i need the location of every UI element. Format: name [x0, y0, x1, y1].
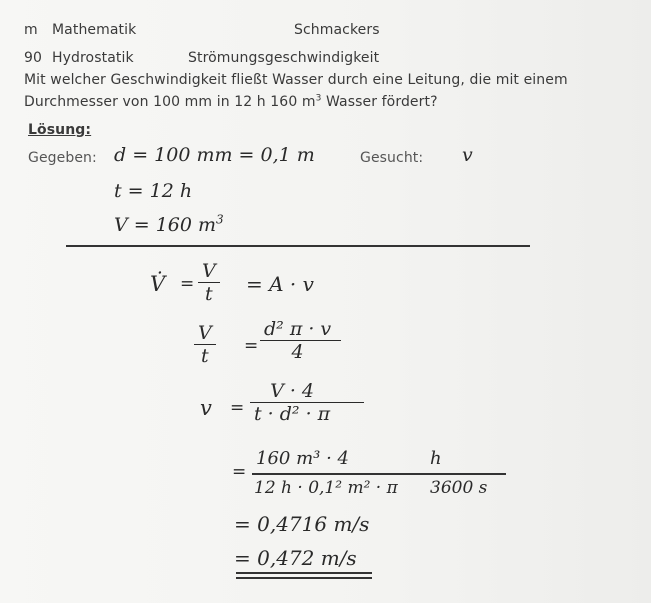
- eq2-right-fraction: [260, 318, 335, 363]
- sought-label: Gesucht:: [360, 150, 424, 166]
- given-label: Gegeben:: [28, 150, 97, 166]
- eq4-numerator: 160 m³ · 4: [256, 448, 349, 469]
- eq3-denominator: t · d² · π: [254, 403, 331, 426]
- eq4-fraction-bar: [252, 473, 506, 475]
- given-volume-sup: 3: [216, 212, 224, 227]
- eq4-denominator: 12 h · 0,1² m² · π: [254, 478, 398, 498]
- eq1-lhs: V̇: [150, 272, 166, 296]
- eq4-equals: =: [232, 462, 247, 482]
- eq3-numerator: V · 4: [270, 380, 315, 402]
- topic-code: 90: [24, 50, 43, 66]
- eq4-numerator-unit: h: [430, 448, 442, 469]
- eq1-numerator: V: [202, 260, 216, 282]
- question-line-1: Mit welcher Geschwindigkeit fließt Wasser durch eine Leitung, die mit einem: [24, 72, 568, 88]
- given-time: t = 12 h: [114, 180, 193, 202]
- section-divider: [66, 245, 530, 247]
- question-line-2-sup: 3: [315, 93, 322, 104]
- given-volume-text: V = 160 m: [114, 214, 217, 236]
- given-diameter: d = 100 mm = 0,1 m: [114, 144, 315, 166]
- eq2-equals: =: [244, 336, 259, 356]
- question-line-2: [24, 94, 438, 110]
- eq3-lhs: v: [200, 396, 212, 420]
- final-underline-1: [236, 572, 372, 574]
- eq1-fraction: [198, 260, 220, 305]
- subtopic-name: Strömungsgeschwindigkeit: [188, 50, 380, 66]
- question-line-2-a: Durchmesser von 100 mm in 12 h 160 m: [24, 94, 316, 110]
- solution-heading: Lösung:: [28, 122, 92, 138]
- eq3-fraction: [250, 380, 334, 425]
- eq1-denominator: t: [205, 283, 213, 306]
- question-line-2-b: Wasser fördert?: [321, 94, 438, 110]
- given-volume: [114, 214, 224, 236]
- sought-symbol: v: [462, 144, 473, 166]
- eq2-right-numerator: d² π · v: [264, 318, 332, 340]
- eq4-denominator-unit: 3600 s: [430, 478, 488, 498]
- author-name: Schmackers: [294, 22, 380, 38]
- topic-name: Hydrostatik: [52, 50, 134, 66]
- subject-name: Mathematik: [52, 22, 137, 38]
- subject-code: m: [24, 22, 38, 38]
- eq6-final-result: = 0,472 m/s: [234, 546, 357, 570]
- eq1-rhs: = A · v: [246, 272, 314, 296]
- eq5-result: = 0,4716 m/s: [234, 512, 370, 536]
- eq2-left-denominator: t: [201, 345, 209, 368]
- eq3-equals: =: [230, 398, 245, 418]
- final-underline-2: [236, 577, 372, 579]
- eq2-left-numerator: V: [198, 322, 212, 344]
- eq1-equals: =: [180, 274, 195, 294]
- eq2-right-denominator: 4: [291, 341, 304, 364]
- eq2-left-fraction: [194, 322, 216, 367]
